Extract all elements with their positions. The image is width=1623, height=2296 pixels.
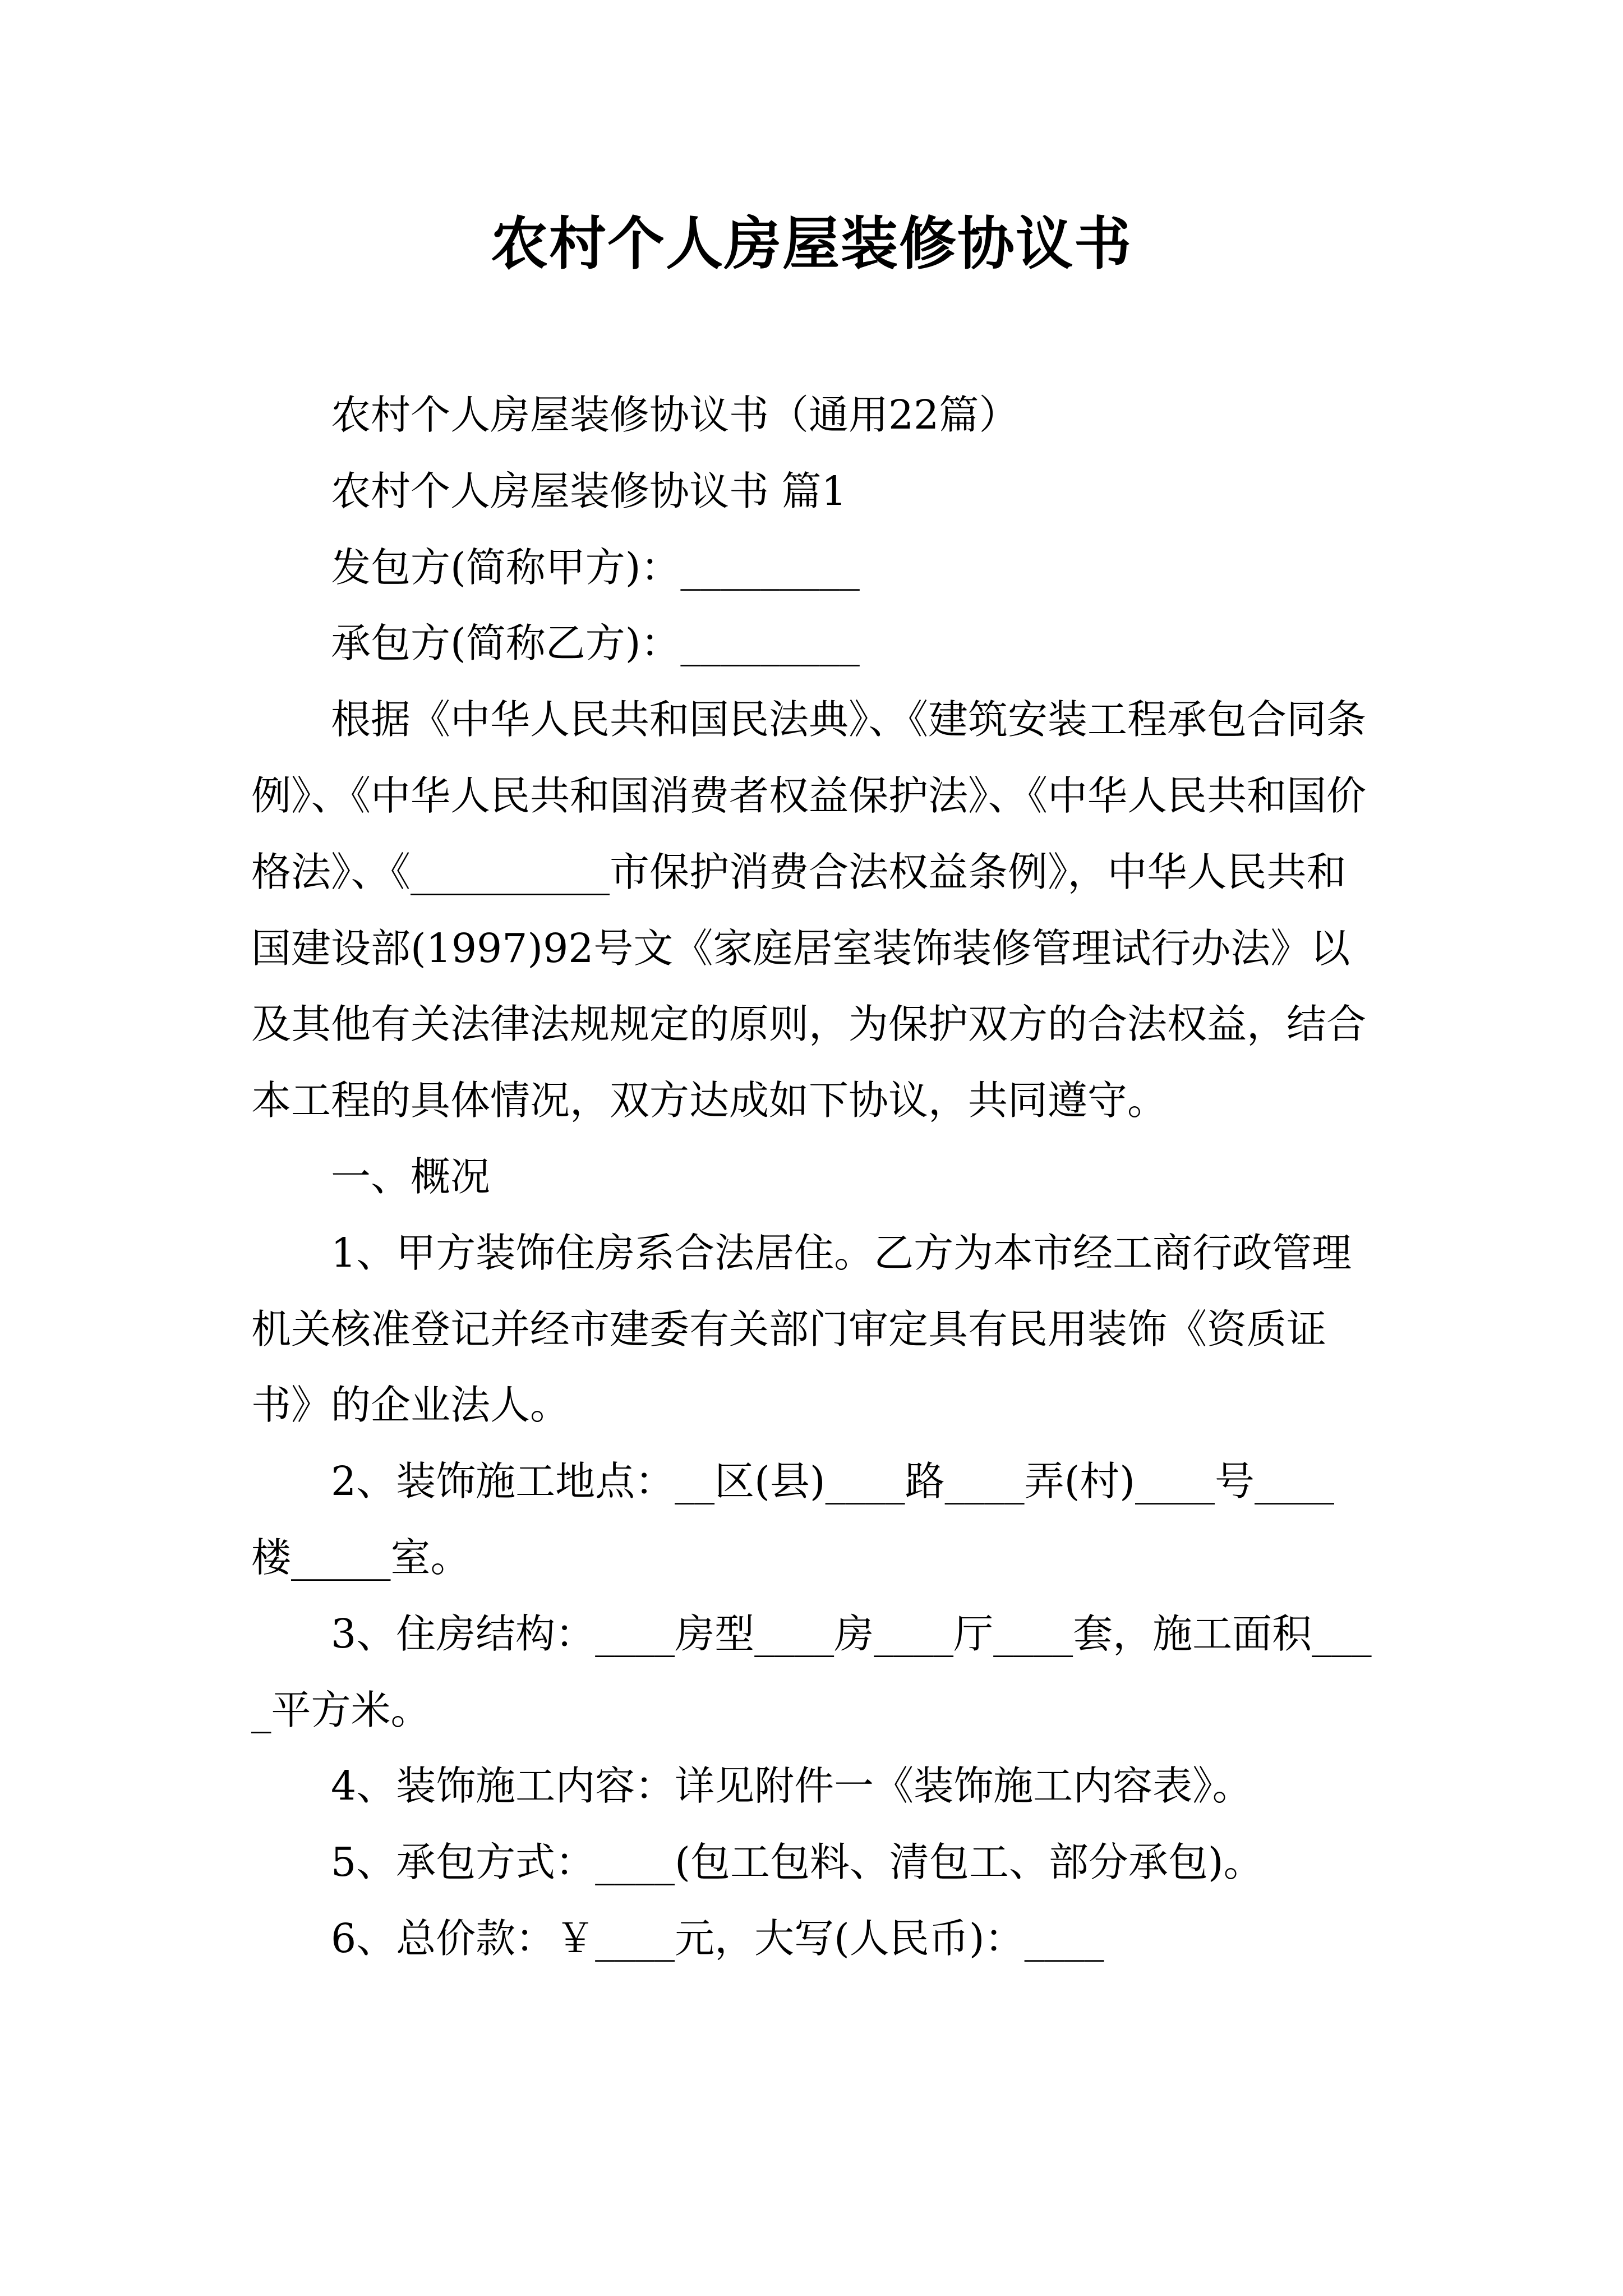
clause-3: 3、住房结构：____房型____房____厅____套，施工面积____平方米。 <box>251 1610 1372 1733</box>
section-heading-overview: 一、概况 <box>331 1153 491 1200</box>
clause-5: 5、承包方式：____(包工包料、清包工、部分承包)。 <box>331 1839 1264 1886</box>
clause-4: 4、装饰施工内容：详见附件一《装饰施工内容表》。 <box>331 1763 1252 1810</box>
clause-2: 2、装饰施工地点：__区(县)____路____弄(村)____号____楼_____室。 <box>251 1458 1334 1581</box>
party-b-line: 承包方(简称乙方)：_________ <box>331 620 860 667</box>
clause-6: 6、总价款：￥____元，大写(人民币)：____ <box>331 1915 1104 1962</box>
subtitle-article: 农村个人房屋装修协议书 篇1 <box>331 467 847 514</box>
clause-1: 1、甲方装饰住房系合法居住。乙方为本市经工商行政管理机关核准登记并经市建委有关部门审定具有民用装饰《资质证书》的企业法人。 <box>251 1229 1352 1429</box>
subtitle-collection: 农村个人房屋装修协议书（通用22篇） <box>331 392 1019 438</box>
document-body <box>251 377 1373 1977</box>
document-title: 农村个人房屋装修协议书 <box>491 210 1132 278</box>
party-a-line: 发包方(简称甲方)：_________ <box>331 544 860 591</box>
preamble-paragraph: 根据《中华人民共和国民法典》、《建筑安装工程承包合同条例》、《中华人民共和国消费者权益保护法》、《中华人民共和国价格法》、《__________市保护消费合法权益条例》，中华人民共和国建设部(1997)92号文《家庭居室装饰装修管理试行办法》以及其他有关法律法规规定的原则，为保护双方的合法权益，结合本工程的具体情况，双方达成如下协议，共同遵守。 <box>251 696 1367 1124</box>
